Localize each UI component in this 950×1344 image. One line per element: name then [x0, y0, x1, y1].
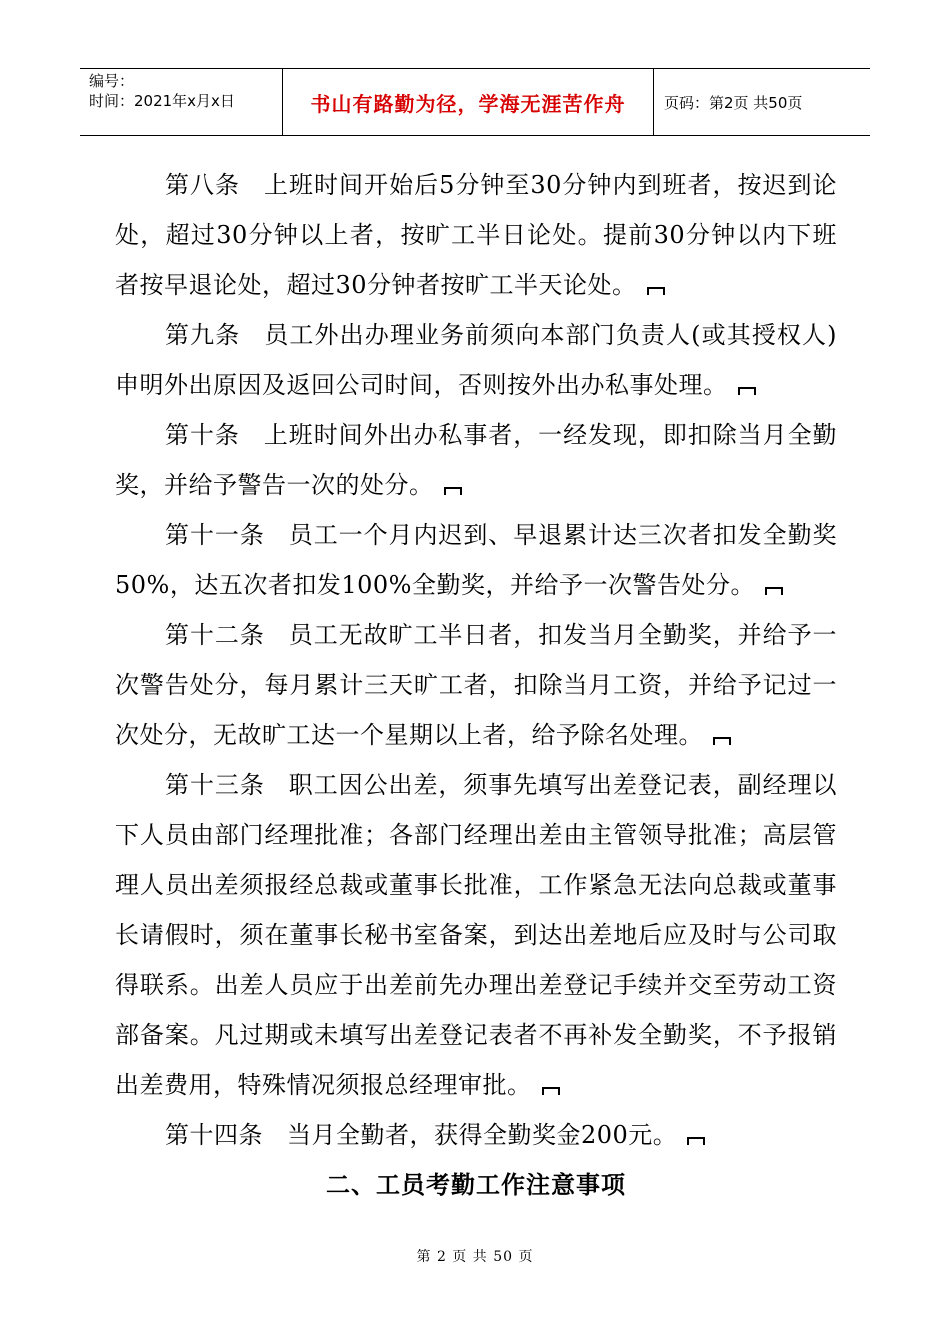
- paragraph-mark-icon: [738, 387, 756, 395]
- header-meta: [80, 69, 283, 135]
- article-12: [115, 610, 837, 760]
- paragraph-mark-icon: [687, 1137, 705, 1145]
- paragraph-mark-icon: [542, 1087, 560, 1095]
- article-number: 第十三条: [165, 771, 265, 799]
- article-9: [115, 310, 837, 410]
- article-number: 第十一条: [165, 521, 265, 549]
- article-11: [115, 510, 837, 610]
- article-number: 第十二条: [165, 621, 265, 649]
- article-13: [115, 760, 837, 1110]
- article-text: 员工外出办理业务前须向本部门负责人(或其授权人)申明外出原因及返回公司时间，否则按外出办私事处理。: [115, 321, 837, 399]
- article-8: [115, 160, 837, 310]
- article-text: 职工因公出差，须事先填写出差登记表，副经理以下人员由部门经理批准；各部门经理出差由主管领导批准；高层管理人员出差须报经总裁或董事长批准，工作紧急无法向总裁或董事长请假时，须在董事长秘书室备案，到达出差地后应及时与公司取得联系。出差人员应于出差前先办理出差登记手续并交至劳动工资部备案。凡过期或未填写出差登记表者不再补发全勤奖，不予报销出差费用，特殊情况须报总经理审批。: [115, 771, 838, 1099]
- article-text: 上班时间外出办私事者，一经发现，即扣除当月全勤奖，并给予警告一次的处分。: [115, 421, 838, 499]
- article-number: 第十条: [165, 421, 240, 449]
- page-header: [80, 68, 870, 136]
- article-text: 员工无故旷工半日者，扣发当月全勤奖，并给予一次警告处分，每月累计三天旷工者，扣除当月工资，并给予记过一次处分，无故旷工达一个星期以上者，给予除名处理。: [115, 621, 838, 749]
- article-text: 员工一个月内迟到、早退累计达三次者扣发全勤奖50%，达五次者扣发100%全勤奖，并给予一次警告处分。: [115, 521, 838, 599]
- code-label: 编号：: [89, 72, 135, 90]
- page-footer: 第 2 页 共 50 页: [416, 1249, 534, 1265]
- date-label: 时间：2021年x月x日: [89, 92, 235, 110]
- header-page-info: 页码：第2页 共50页: [664, 93, 803, 112]
- section-title: 二、工员考勤工作注意事项: [326, 1171, 626, 1199]
- article-number: 第八条: [165, 171, 241, 199]
- article-text: 上班时间开始后5分钟至30分钟内到班者，按迟到论处，超过30分钟以上者，按旷工半日论处。提前30分钟以内下班者按早退论处，超过30分钟者按旷工半天论处。: [115, 171, 838, 299]
- article-10: [115, 410, 837, 510]
- paragraph-mark-icon: [444, 487, 462, 495]
- article-text: 当月全勤者，获得全勤奖金200元。: [287, 1121, 678, 1149]
- article-number: 第九条: [165, 321, 241, 349]
- paragraph-mark-icon: [765, 587, 783, 595]
- article-14: [115, 1110, 837, 1160]
- header-motto: 书山有路勤为径，学海无涯苦作舟: [283, 69, 654, 135]
- paragraph-mark-icon: [713, 737, 731, 745]
- document-body: [115, 160, 837, 1210]
- paragraph-mark-icon: [647, 287, 665, 295]
- article-number: 第十四条: [165, 1121, 263, 1149]
